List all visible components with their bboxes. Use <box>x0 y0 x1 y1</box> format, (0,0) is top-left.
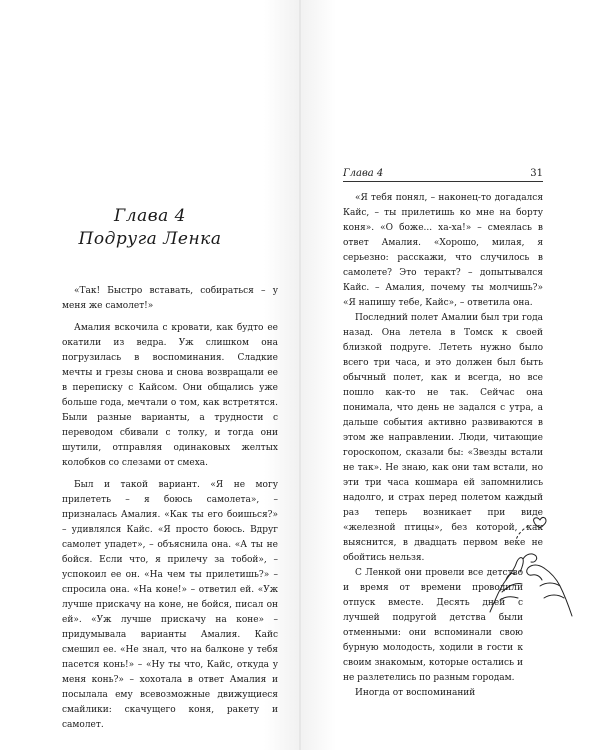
running-head: Глава 4 <box>343 168 384 179</box>
paragraph: Иногда от воспоминаний <box>355 688 476 698</box>
pinky-promise-hands-icon <box>488 512 574 620</box>
book-spine <box>299 0 301 750</box>
paragraph: Был и такой вариант. «Я не могу прилететь – я боюсь самолета», – призналась Амалия. «Как ты его боишься?» – удивлялся Кайс. «Я просто боюсь. Вдруг самолет упадет», – объяснила она. «А ты не бойся. Если что, я прилечу за тобой», – успокоил ее он. «На чем ты прилетишь?» – спросила она. «На коне!» – ответил ей. «Уж лучше приcкачу на коне, не бойся, писал он ей». «Уж лучше прискачу на коне» – придумывала варианты Амалия. Кайс смешил ее. «Не знал, что на балконе у тебя пасется конь!» – «Ну ты что, Кайс, откуда у меня конь?» – хохотала в ответ Амалия и посылала ему всевозможные движущиеся смайлики: скачущего коня, ракету и самолет. <box>62 480 278 730</box>
paragraph: «Я тебя понял, – наконец-то догадался Кайс, – ты прилетишь ко мне на борту коня». «О боже... ха-ха!» – смеялась в ответ Амалия. «Хорошо, милая, я серьезно: расскажи, что случилось в самолете? Это теракт? – допытывался Кайс. – Амалия, почему ты молчишь?» «Я напишу тебе, Кайс», – ответила она. <box>343 193 543 308</box>
paragraph: Последний полет Амалии был три года назад. Она летела в Томск к своей близкой подруге. Лететь нужно было всего три часа, и это должен был быть обычный полет, как и всегда, но все пошло как-то не так. Сейчас она понимала, что день не задался с утра, а дальше события активно развиваются в этом же направлении. Люди, читающие гороскопом, сказали бы: «Звезды встали не так». Не знаю, как они там встали, но эти три часа кошмара ей запомнились надолго, и страх перед полетом каждый раз теперь возникает при виде «железной птицы», без которой, как выяснится, в двадцать первом веке не обойтись нельзя. <box>343 313 543 563</box>
header-rule <box>343 181 543 182</box>
paragraph: «Так! Быстро вставать, собираться – у меня же самолет!» <box>62 286 278 311</box>
paragraph: Амалия вскочила с кровати, как будто ее окатили из ведра. Уж слишком она погрузилась в воспоминания. Сладкие мечты и грезы снова и снова возвращали ее в переписку с Кайсом. Они общались уже больше года, мечтали о том, как встретятся. Были разные варианты, а трудности с переводом сбивали с толку, и тогда они шутили, отправляя одинаковых желтых колобков со слезами от смеха. <box>62 323 278 468</box>
chapter-title: Глава 4 <box>114 206 186 226</box>
paragraph: С Ленкой они провели все детство и время от времени проводили отпуск вместе. Десять дней с лучшей подругой детства были отменными: они вспоминали свою бурную молодость, ходили в гости к своим знакомым, которые остались и не разлетелись по разным городам. <box>343 568 523 683</box>
right-body-text <box>343 191 543 701</box>
left-body-text <box>62 284 278 733</box>
page-number: 31 <box>530 168 543 179</box>
chapter-subtitle: Подруга Ленка <box>78 229 222 249</box>
